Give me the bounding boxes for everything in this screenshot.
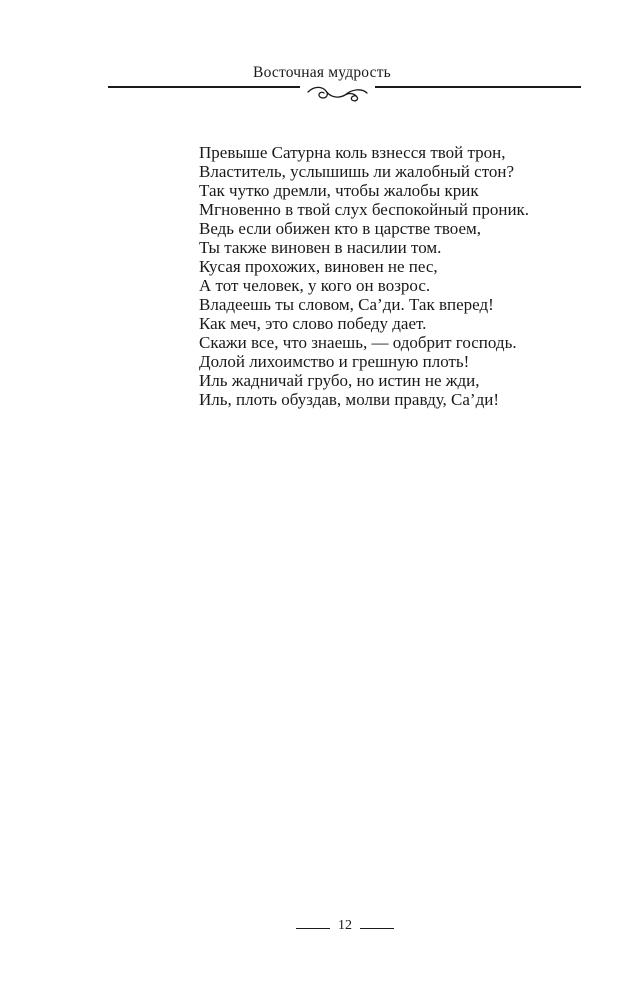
poem-line: Так чутко дремли, чтобы жалобы крик — [199, 181, 479, 200]
header-rule-right — [375, 86, 581, 88]
poem-line: Кусая прохожих, виновен не пес, — [199, 257, 438, 276]
poem-line: А тот человек, у кого он возрос. — [199, 276, 431, 295]
poem-line: Ты также виновен в насилии том. — [199, 238, 442, 257]
poem-line: Превыше Сатурна коль взнесся твой трон, — [199, 143, 506, 162]
page-number: 12 — [338, 918, 352, 933]
poem-line: Ведь если обижен кто в царстве твоем, — [199, 219, 482, 238]
folio-dash-right — [360, 928, 394, 929]
swash-flourish-icon — [300, 82, 375, 106]
page-footer — [0, 918, 644, 936]
poem-line: Владеешь ты словом, Са’ди. Так вперед! — [199, 295, 494, 314]
poem-line: Мгновенно в твой слух беспокойный проник. — [199, 200, 530, 219]
running-head: Восточная мудрость — [253, 64, 391, 81]
poem-line: Долой лихоимство и грешную плоть! — [199, 352, 470, 371]
poem-text — [199, 143, 529, 409]
poem-line: Как меч, это слово победу дает. — [199, 314, 427, 333]
header-rule-left — [108, 86, 300, 88]
poem-line: Скажи все, что знаешь, — одобрит господь. — [199, 333, 517, 352]
folio-dash-left — [296, 928, 330, 929]
poem-line: Властитель, услышишь ли жалобный стон? — [199, 162, 515, 181]
poem-line: Иль жадничай грубо, но истин не жди, — [199, 371, 480, 390]
poem-line: Иль, плоть обуздав, молви правду, Са’ди! — [199, 390, 499, 409]
